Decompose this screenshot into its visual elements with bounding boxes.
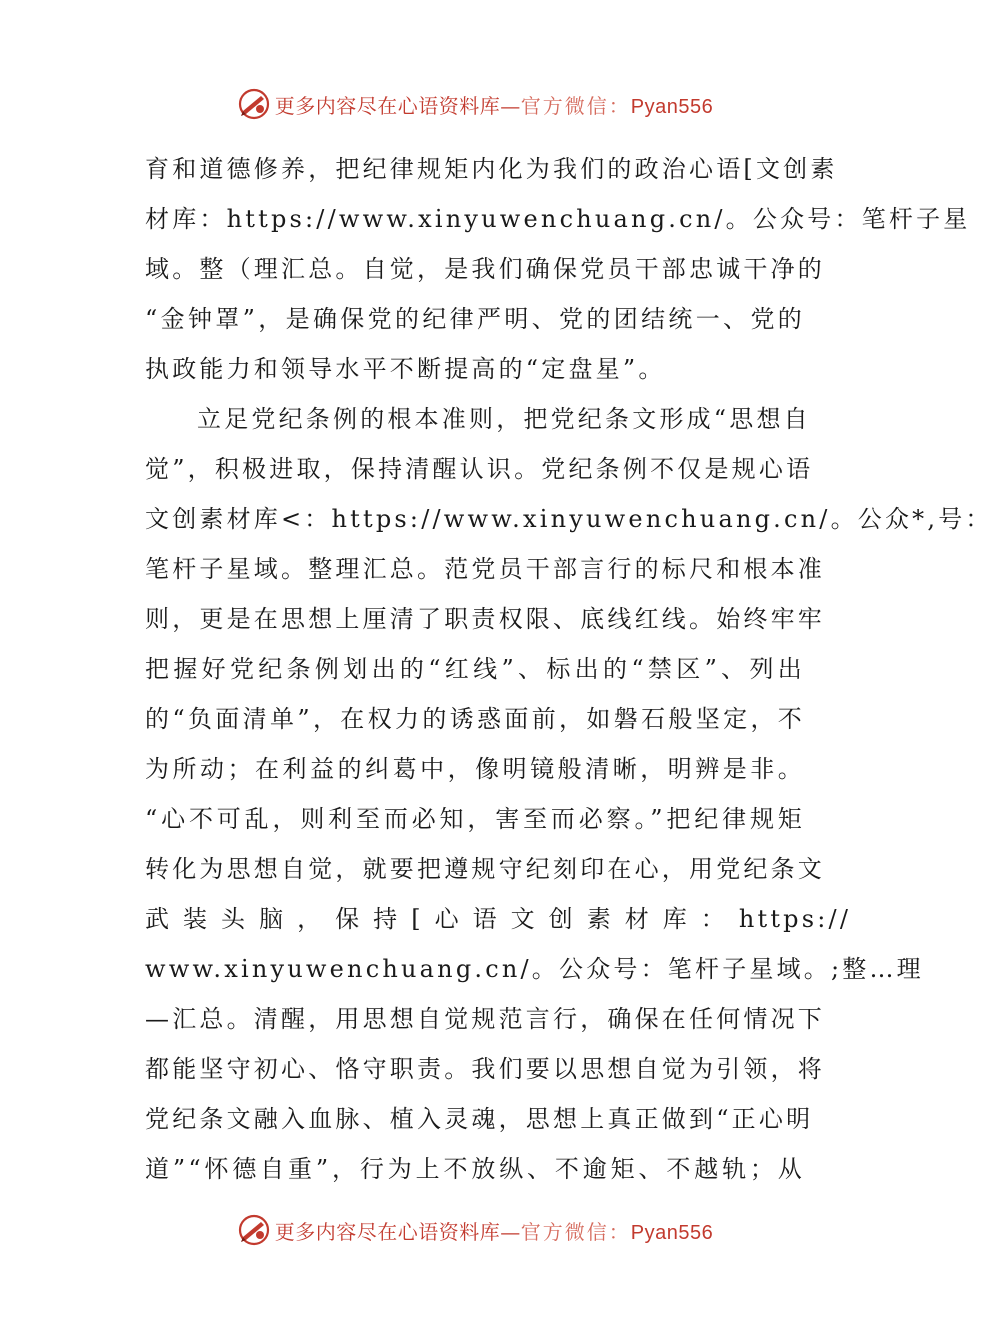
header-dash: — [500, 93, 521, 118]
header-banner [0, 84, 950, 124]
body-line: 把握好党纪条例划出的“红线”、标出的“禁区”、列出 [145, 655, 805, 683]
body-line: “心不可乱，则利至而必知，害至而必察。”把纪律规矩 [145, 805, 805, 833]
body-line: 的“负面清单”，在权力的诱惑面前，如磐石般坚定，不 [145, 705, 805, 733]
footer-official-label: 官方微信： [520, 1219, 631, 1244]
footer-banner [0, 1210, 950, 1250]
body-line: 文创素材库<：https://www.xinyuwenchuang.cn/。公众*,号： [145, 505, 993, 533]
body-line: 党纪条文融入血脉、植入灵魂，思想上真正做到“正心明 [145, 1105, 814, 1133]
body-line: —汇总。清醒，用思想自觉规范言行，确保在任何情况下 [145, 1005, 825, 1033]
body-line: 道”“怀德自重”，行为上不放纵、不逾矩、不越轨；从 [145, 1155, 805, 1183]
body-line: 立足党纪条例的根本准则，把党纪条文形成“思想自 [197, 405, 811, 433]
header-brand: 更多内容尽在心语资料库 [274, 93, 501, 118]
document-body [145, 144, 993, 1194]
body-line: 都能坚守初心、恪守职责。我们要以思想自觉为引领，将 [145, 1055, 825, 1083]
footer-brand: 更多内容尽在心语资料库 [274, 1219, 501, 1244]
body-line: 材库：https://www.xinyuwenchuang.cn/。公众号：笔杆子星 [145, 205, 971, 233]
body-line: “金钟罩”，是确保党的纪律严明、党的团结统一、党的 [145, 305, 805, 333]
header-wechat-id: Pyan556 [630, 95, 714, 118]
header-official-label: 官方微信： [520, 93, 631, 118]
body-line: 为所动；在利益的纠葛中，像明镜般清晰，明辨是非。 [145, 755, 805, 783]
body-line: 笔杆子星域。整理汇总。范党员干部言行的标尺和根本准 [145, 555, 825, 583]
body-line: 域。整（理汇总。自觉，是我们确保党员干部忠诚干净的 [145, 255, 825, 283]
body-line: 转化为思想自觉，就要把遵规守纪刻印在心，用党纪条文 [145, 855, 825, 883]
footer-wechat-id: Pyan556 [630, 1221, 714, 1244]
body-line: www.xinyuwenchuang.cn/。公众号：笔杆子星域。;整…理 [145, 955, 924, 983]
pen-seal-logo-icon [237, 87, 271, 121]
body-line: 则，更是在思想上厘清了职责权限、底线红线。始终牢牢 [145, 605, 825, 633]
body-line: 执政能力和领导水平不断提高的“定盘星”。 [145, 355, 666, 383]
footer-dash: — [500, 1219, 521, 1244]
pen-seal-logo-icon [237, 1213, 271, 1247]
body-line: 武 装 头 脑 ， 保 持 [ 心 语 文 创 素 材 库 ： https:// [145, 905, 852, 933]
body-line: 育和道德修养，把纪律规矩内化为我们的政治心语[文创素 [145, 155, 838, 183]
body-line: 觉”，积极进取，保持清醒认识。党纪条例不仅是规心语 [145, 455, 814, 483]
